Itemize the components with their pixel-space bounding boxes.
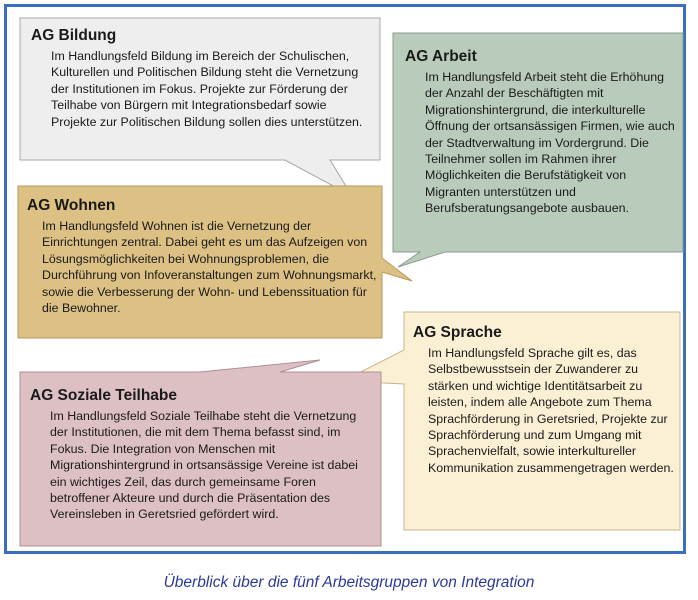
teilhabe-text: Im Handlungsfeld Soziale Teilhabe steht die Vernetzung der Institutionen, die mit dem Thema befasst sind, im Fokus. Die Integration von Menschen mit Migrationshintergrund in ortsansässige Vereine ist dabei ein wichtiges Zeil, das durch gemeinsame Foren betroffener Akteure und durch die Präsentation des Vereinsleben in Geretsried gefördert wird.: [50, 409, 358, 522]
sprache-card: [413, 323, 675, 476]
teilhabe-title: AG Soziale Teilhabe: [30, 387, 178, 404]
bildung-card: [31, 26, 371, 130]
sprache-text: Im Handlungsfeld Sprache gilt es, das Selbstbewusstsein der Zuwanderer zu stärken und wichtige Identitätsarbeit zu leisten, indem alle Angebote zum Thema Sprachförderung in Geretsried, Projekte zur Sprachförderung und zum Umgang mit Sprachenvielfalt, sowie interkultureller Kommunikation zusammengetragen werden.: [428, 346, 674, 475]
arbeit-card: [405, 47, 675, 217]
teilhabe-card: [30, 386, 375, 523]
wohnen-text: Im Handlungsfeld Wohnen ist die Vernetzung der Einrichtungen zentral. Dabei geht es um das Aufzeigen von Lösungsmöglichkeiten bei Wohnungsproblemen, die Durchführung von Infoveranstaltungen zum Wohnungsmarkt, sowie die Verbesserung der Wohn- und Lebenssituation für die Bewohner.: [42, 219, 377, 316]
bildung-text: Im Handlungsfeld Bildung im Bereich der Schulischen, Kulturellen und Politischen Bildung steht die Vernetzung der Institutionen im Fokus. Projekte zur Förderung der Teilhabe von Bürgern mit Integrationsbedarf sowie Projekte zur Politischen Bildung sollen dies unterstützen.: [51, 49, 363, 129]
arbeit-text: Im Handlungsfeld Arbeit steht die Erhöhung der Anzahl der Beschäftigten mit Migrationshintergrund, die interkulturelle Öffnung der ortsansässigen Firmen, wie auch der Stadtverwaltung im Vordergrund. Die Teilnehmer sollen im Rahmen ihrer Möglichkeiten die Berufstätigkeit von Migranten unterstützen und Berufsberatungsangebote ausbauen.: [425, 70, 675, 216]
sprache-title: AG Sprache: [413, 324, 502, 341]
arbeit-title: AG Arbeit: [405, 48, 477, 65]
bildung-title: AG Bildung: [31, 27, 117, 44]
wohnen-card: [27, 196, 377, 316]
figure-caption: Überblick über die fünf Arbeitsgruppen von Integration: [163, 574, 535, 591]
wohnen-title: AG Wohnen: [27, 197, 116, 214]
